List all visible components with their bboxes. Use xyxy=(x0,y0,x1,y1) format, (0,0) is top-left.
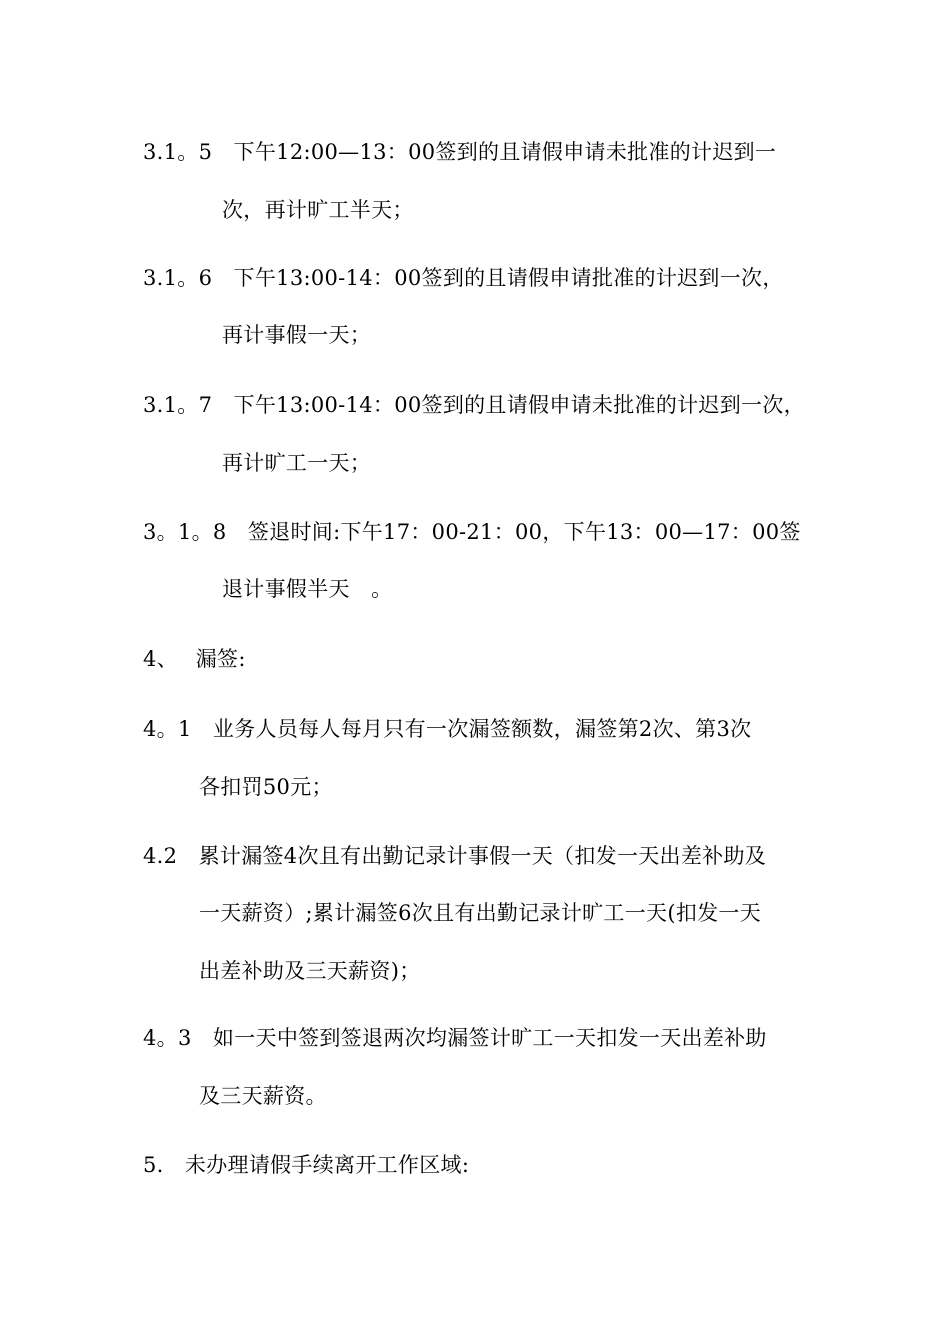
clause-4-3-line-2: 及三天薪资。 xyxy=(199,1084,327,1108)
section-4-heading: 4、 漏签: xyxy=(143,647,246,671)
clause-4-3-line-1: 4。3 如一天中签到签退两次均漏签计旷工一天扣发一天出差补助 xyxy=(143,1026,767,1050)
clause-4-1-line-2: 各扣罚50元； xyxy=(199,775,333,799)
section-5-heading: 5. 未办理请假手续离开工作区域: xyxy=(143,1153,470,1177)
clause-3-1-8-line-2: 退计事假半天 。 xyxy=(222,577,393,601)
clause-4-2-line-3: 出差补助及三天薪资)； xyxy=(199,959,421,983)
clause-4-2-line-1: 4.2 累计漏签4次且有出勤记录计事假一天（扣发一天出差补助及 xyxy=(143,844,767,868)
clause-3-1-6-line-1: 3.1。6 下午13:00-14：00签到的且请假申请批准的计迟到一次， xyxy=(143,266,784,290)
clause-3-1-5-line-2: 次，再计旷工半天； xyxy=(222,198,414,222)
clause-4-1-line-1: 4。1 业务人员每人每月只有一次漏签额数，漏签第2次、第3次 xyxy=(143,717,752,741)
clause-4-2-line-2: 一天薪资）;累计漏签6次且有出勤记录计旷工一天(扣发一天 xyxy=(199,901,762,925)
clause-3-1-8-line-1: 3。1。8 签退时间:下午17：00-21：00，下午13：00—17：00签 xyxy=(143,520,801,544)
clause-3-1-7-line-2: 再计旷工一天； xyxy=(222,451,372,475)
clause-3-1-6-line-2: 再计事假一天； xyxy=(222,323,372,347)
clause-3-1-5-line-1: 3.1。5 下午12:00—13：00签到的且请假申请未批准的计迟到一 xyxy=(143,140,777,164)
clause-3-1-7-line-1: 3.1。7 下午13:00-14：00签到的且请假申请未批准的计迟到一次， xyxy=(143,393,805,417)
